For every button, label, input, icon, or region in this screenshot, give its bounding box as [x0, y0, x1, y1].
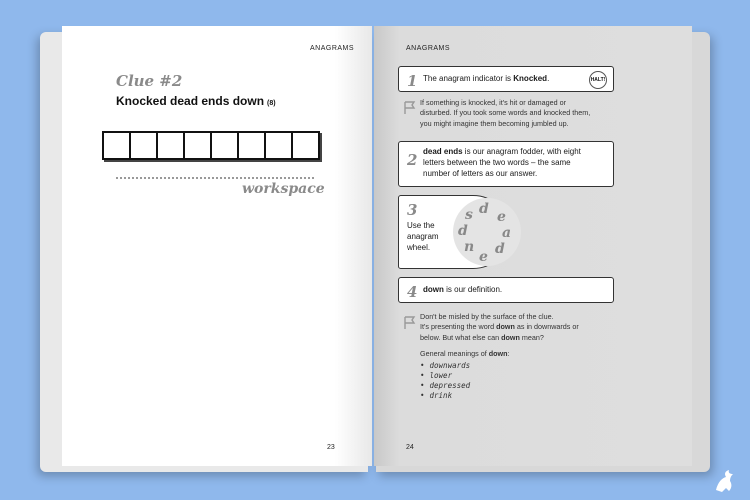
note-1-line: If something is knocked, it's hit or damaged or — [420, 98, 566, 107]
workspace-divider — [116, 177, 314, 179]
step-4-rest: is our definition. — [443, 285, 503, 294]
note-2-line — [420, 333, 579, 343]
meanings-heading-colon: : — [507, 349, 510, 359]
meanings-heading-bold: down — [488, 349, 508, 359]
answer-grid — [102, 131, 318, 160]
step-1-indicator: Knocked — [513, 74, 548, 83]
page-number-left: 23 — [327, 444, 335, 451]
answer-cell[interactable] — [210, 131, 239, 160]
step-number: 4 — [407, 283, 418, 301]
wheel-letter: e — [497, 209, 506, 225]
step-2-line: letters between the two words – the same — [423, 157, 571, 167]
wheel-letter: e — [479, 249, 488, 265]
step-1-text-c: . — [547, 74, 550, 83]
flag-icon — [404, 101, 416, 115]
note-2-line — [420, 322, 579, 332]
answer-cell[interactable] — [156, 131, 185, 160]
step-number: 1 — [407, 72, 418, 90]
right-page — [374, 26, 692, 466]
running-head-right: ANAGRAMS — [406, 45, 451, 52]
wheel-letter: d — [495, 241, 505, 257]
note-2-bold: down — [501, 332, 520, 342]
answer-cell[interactable] — [237, 131, 266, 160]
meanings-list — [420, 361, 470, 401]
step-2-text — [423, 147, 581, 179]
step-4-box — [398, 277, 614, 303]
note-1-line: you might imagine them becoming jumbled up. — [420, 118, 569, 128]
answer-cell[interactable] — [264, 131, 293, 160]
meanings-heading-text: General meanings of — [420, 349, 489, 359]
list-item: • downwards — [420, 361, 470, 371]
list-item: • lower — [420, 371, 470, 381]
answer-cell[interactable] — [183, 131, 212, 160]
publisher-logo-icon — [712, 468, 738, 494]
step-3-line: wheel. — [407, 242, 431, 252]
step-3-line: Use the — [407, 221, 435, 230]
step-2-box — [398, 141, 614, 187]
note-1-line: disturbed. If you took some words and knocked them, — [420, 108, 591, 118]
note-2-text: as in downwards or — [514, 322, 579, 332]
step-3-text — [407, 221, 439, 253]
list-item: • drink — [420, 391, 470, 401]
step-3-line: anagram — [407, 231, 439, 241]
halt-icon: HALT! — [589, 71, 607, 89]
list-item: • depressed — [420, 381, 470, 391]
step-number: 3 — [407, 201, 418, 219]
wheel-letter: s — [465, 207, 473, 223]
answer-cell[interactable] — [102, 131, 131, 160]
note-2-line: Don't be misled by the surface of the clue. — [420, 312, 554, 321]
step-number: 2 — [407, 151, 418, 169]
step-3-box — [398, 195, 510, 269]
note-2 — [420, 312, 579, 360]
answer-cell[interactable] — [291, 131, 320, 160]
workspace-label: workspace — [242, 181, 325, 197]
step-1-text-a: The anagram indicator is — [423, 74, 514, 83]
note-2-bold: down — [496, 322, 515, 332]
note-1 — [420, 98, 590, 129]
clue-text-main: Knocked dead ends down — [116, 94, 265, 108]
step-1-box — [398, 66, 614, 92]
meanings-heading — [420, 349, 579, 359]
step-2-line: is our anagram fodder, with eight — [462, 147, 581, 156]
wheel-letter: d — [479, 201, 489, 217]
anagram-wheel — [453, 198, 521, 266]
wheel-letter: n — [464, 239, 475, 255]
flag-icon — [404, 316, 416, 330]
note-2-text: below. But what else can — [420, 332, 502, 342]
note-2-text: It's presenting the word — [420, 322, 497, 332]
clue-enumeration: (8) — [267, 100, 276, 107]
running-head-left: ANAGRAMS — [310, 45, 355, 52]
wheel-letter: d — [458, 223, 468, 239]
step-4-definition: down — [423, 285, 444, 294]
answer-cell[interactable] — [129, 131, 158, 160]
step-2-fodder: dead ends — [423, 147, 463, 156]
clue-text — [116, 94, 276, 108]
wheel-letter: a — [502, 225, 512, 241]
step-4-text — [423, 285, 502, 296]
open-book — [40, 26, 710, 474]
left-page — [62, 26, 372, 466]
step-2-line: number of letters as our answer. — [423, 168, 538, 178]
clue-number: Clue #2 — [116, 72, 183, 90]
page-number-right: 24 — [406, 444, 414, 451]
step-1-text — [423, 74, 549, 85]
note-2-text: mean? — [519, 332, 544, 342]
